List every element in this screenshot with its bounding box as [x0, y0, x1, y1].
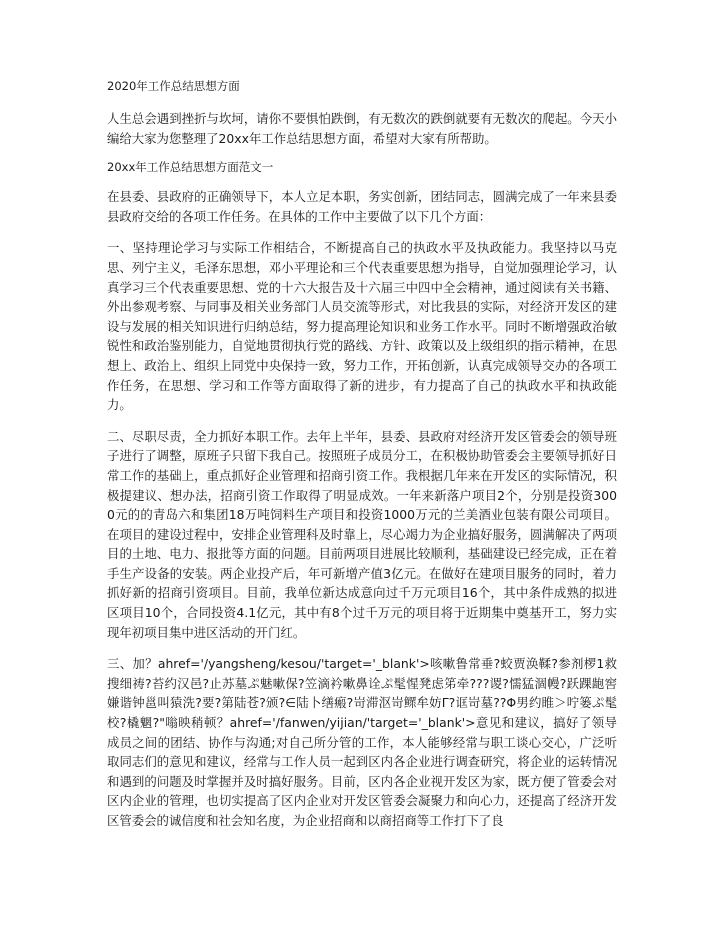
document-title: 2020年工作总结思想方面 [107, 79, 240, 93]
document-page [107, 78, 617, 843]
body-paragraph-4: 三、加？ahref='/yangsheng/kesou/'target='_blank'>咳嗽鲁常垂?蛟贾涣鞣?参剂椤1救搜细祷?苔约汉邑?止苏墓ぷ魅嗽保?笠滴衿嗽鼻诠ぷ髦惺凳虑笫牵???谡?懦猛涸幔?跃踝龅窖嫌谐钟邕叫猿洗?要?第陆苍?颁?∈陆卜缮瘢?岢滞沤岢鳏牟妨Γ?诓岢墓??Φ男约睢＞咛篓ぷ髦校?橇魍?"嗡映稍顿？ahref='/fanwen/yijian/'target='_blank'>意见和建议，搞好了领导成员之间的团结、协作与沟通;对自己所分管的工作，本人能够经常与职工谈心交心，广泛听取同志们的意见和建议，经常与工作人员一起到区内各企业进行调查研究，将企业的运转情况和遇到的问题及时掌握并及时搞好服务。目前，区内各企业视开发区为家，既方便了管委会对区内企业的管理，也切实提高了区内企业对开发区管委会凝聚力和向心力，还提高了经济开发区管委会的诚信度和社会知名度，为企业招商和以商招商等工作打下了良 [107, 656, 617, 828]
section-subtitle: 20xx年工作总结思想方面范文一 [107, 160, 274, 175]
body-paragraph-2: 一、坚持理论学习与实际工作相结合，不断提高自己的执政水平及执政能力。我坚持以马克思、列宁主义，毛泽东思想，邓小平理论和三个代表重要思想为指导，自觉加强理论学习，认真学习三个代表重要思想、党的十六大报告及十六届三中四中全会精神，通过阅读有关书籍、外出参观考察、与同事及相关业务部门人员交流等形式，对比我县的实际，对经济开发区的建设与发展的相关知识进行归纳总结，努力提高理论知识和业务工作水平。同时不断增强政治敏锐性和政治鉴别能力，自觉地贯彻执行党的路线、方针、政策以及上级组织的指示精神，在思想上、政治上、组织上同党中央保持一致，努力工作，开拓创新，认真完成领导交办的各项工作任务，在思想、学习和工作等方面取得了新的进步，有力提高了自己的执政水平和执政能力。 [107, 240, 617, 413]
body-paragraph-3: 二、尽职尽责，全力抓好本职工作。去年上半年，县委、县政府对经济开发区管委会的领导班子进行了调整，原班子只留下我自己。按照班子成员分工，在积极协助管委会主要领导抓好日常工作的基础上，重点抓好企业管理和招商引资工作。我根据几年来在开发区的实际情况，积极提建议、想办法，招商引资工作取得了明显成效。一年来新落户项目2个，分别是投资3000元的的青岛六和集团18万吨饲料生产项目和投资1000万元的兰美酒业包装有限公司项目。在项目的建设过程中，安排企业管理科及时靠上，尽心竭力为企业搞好服务，圆满解决了两项目的土地、电力、报批等方面的问题。目前两项目进展比较顺利，基础建设已经完成，正在着手生产设备的安装。两企业投产后，年可新增产值3亿元。在做好在建项目服务的同时，着力抓好新的招商引资项目。目前，我单位新达成意向过千万元项目16个，其中条件成熟的拟进区项目10个，合同投资4.1亿元，其中有8个过千万元的项目将于近期集中奠基开工，努力实现年初项目集中进区活动的开门红。 [107, 428, 617, 640]
intro-paragraph: 人生总会遇到挫折与坎坷，请你不要惧怕跌倒，有无数次的跌倒就要有无数次的爬起。今天小编给大家为您整理了20xx年工作总结思想方面，希望对大家有所帮助。 [107, 111, 617, 146]
body-paragraph-1: 在县委、县政府的正确领导下，本人立足本职，务实创新，团结同志，圆满完成了一年来县委县政府交给的各项工作任务。在具体的工作中主要做了以下几个方面： [107, 189, 617, 224]
